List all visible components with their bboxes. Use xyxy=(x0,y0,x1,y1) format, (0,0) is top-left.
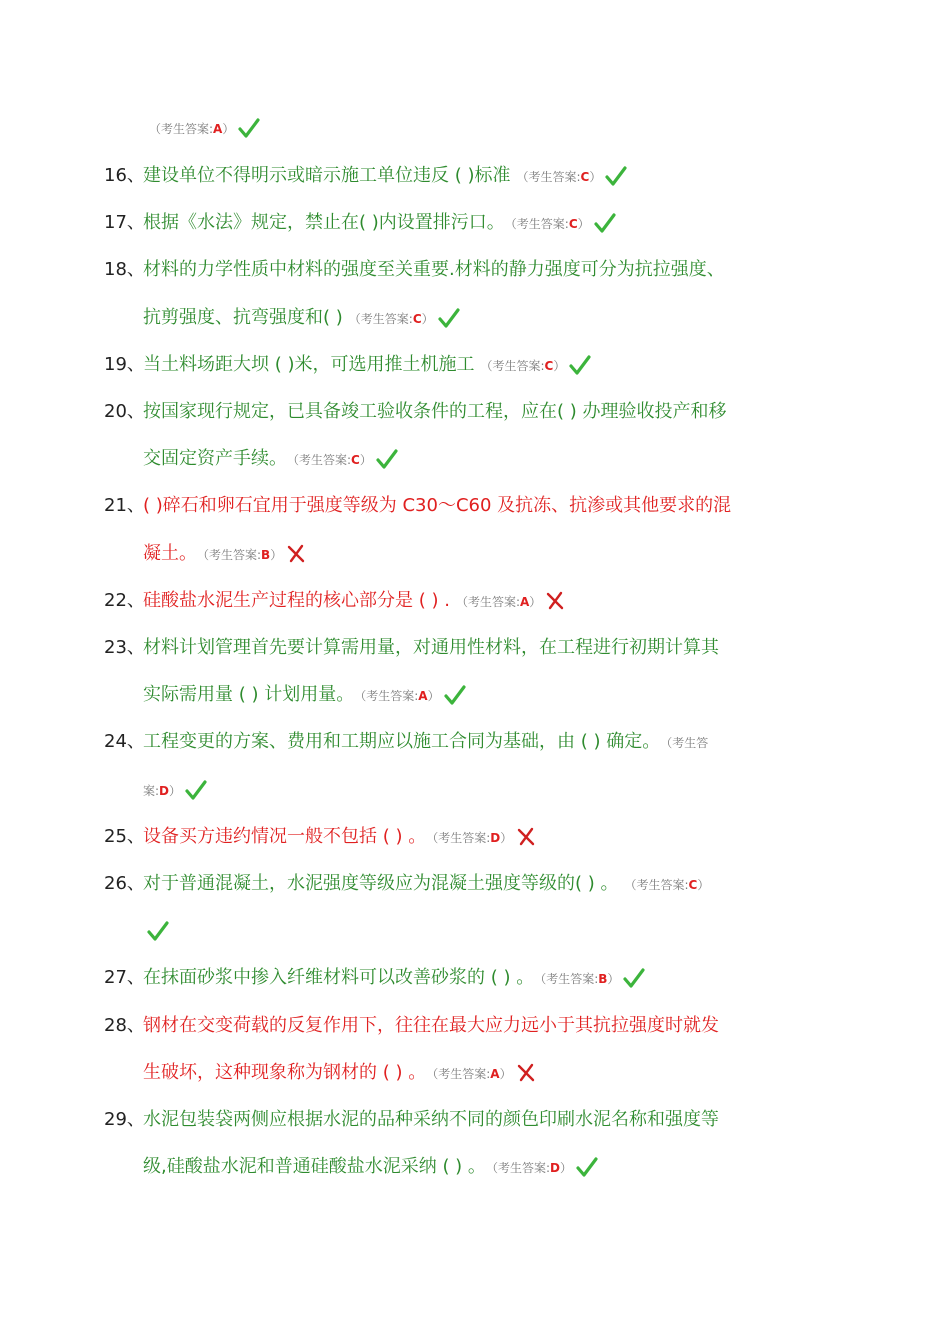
question-text: 钢材在交变荷载的反复作用下，往往在最大应力远小于其抗拉强度时就发 xyxy=(143,1015,719,1036)
question-number: 26、 xyxy=(104,873,145,894)
question-number: 28、 xyxy=(104,1015,145,1036)
check-icon xyxy=(238,117,260,139)
question-text: 抗剪强度、抗弯强度和( ) （考生答案:C） xyxy=(143,298,460,339)
answer-letter: A xyxy=(490,1067,500,1081)
answer-letter: A xyxy=(213,122,223,136)
question-text: 当土料场距大坝 ( )米，可选用推土机施工 （考生答案:C） xyxy=(143,345,591,386)
cross-icon xyxy=(516,1063,536,1083)
answer-letter: C xyxy=(544,359,554,373)
candidate-answer: （考生答案:A） xyxy=(455,595,542,609)
candidate-answer: （考生答案:C） xyxy=(510,217,590,231)
question-number: 17、 xyxy=(104,212,145,233)
answer-letter: B xyxy=(598,972,608,986)
question-text: ( )碎石和卵石宜用于强度等级为 C30～C60 及抗冻、抗渗或其他要求的混 xyxy=(143,495,732,516)
candidate-answer: （考生答 xyxy=(666,736,709,750)
question-text: 设备买方违约情况一般不包括 ( ) 。 （考生答案:D） xyxy=(143,817,536,858)
question-text: 材料计划管理首先要计算需用量，对通用性材料，在工程进行初期计算其 xyxy=(143,637,719,658)
candidate-answer: （考生答案:A） xyxy=(149,122,235,136)
check-icon xyxy=(444,684,466,706)
check-icon xyxy=(185,779,207,801)
question-text: 对于普通混凝土，水泥强度等级应为混凝土强度等级的( ) 。 （考生答案:C） xyxy=(143,873,710,894)
question-number: 16、 xyxy=(104,165,145,186)
question-text: 建设单位不得明示或暗示施工单位违反 ( )标准 （考生答案:C） xyxy=(143,156,627,197)
question-number: 24、 xyxy=(104,731,145,752)
candidate-answer: （考生答案:C） xyxy=(630,878,710,892)
check-icon xyxy=(438,307,460,329)
answer-letter: C xyxy=(351,453,360,467)
check-icon xyxy=(376,448,398,470)
answer-cont xyxy=(143,911,169,951)
cross-icon xyxy=(286,544,306,564)
question-text: 工程变更的方案、费用和工期应以施工合同为基础，由 ( ) 确定。 （考生答 xyxy=(143,731,709,752)
question-text: 级,硅酸盐水泥和普通硅酸盐水泥采纳 ( ) 。 （考生答案:D） xyxy=(143,1147,598,1188)
question-text: 交固定资产手续。 （考生答案:C） xyxy=(143,439,398,480)
candidate-answer: （考生答案:C） xyxy=(480,359,566,373)
question-text: 按国家现行规定，已具备竣工验收条件的工程，应在( ) 办理验收投产和移 xyxy=(143,401,727,422)
question-text: 实际需用量 ( ) 计划用量。 （考生答案:A） xyxy=(143,675,466,716)
candidate-answer: （考生答案:D） xyxy=(432,831,513,845)
answer-cont: 案:D） xyxy=(143,770,207,811)
question-text: 材料的力学性质中材料的强度至关重要.材料的静力强度可分为抗拉强度、 xyxy=(143,259,725,280)
question-text: 根据《水法》规定，禁止在( )内设置排污口。 （考生答案:C） xyxy=(143,203,616,244)
answer-letter: C xyxy=(580,170,590,184)
check-icon xyxy=(576,1156,598,1178)
candidate-answer: （考生答案:B） xyxy=(540,972,620,986)
question-number: 22、 xyxy=(104,590,145,611)
cross-icon xyxy=(545,591,565,611)
candidate-answer: （考生答案:A） xyxy=(360,689,440,703)
check-icon xyxy=(623,967,645,989)
check-icon xyxy=(594,212,616,234)
check-icon xyxy=(569,354,591,376)
candidate-answer: （考生答案:D） xyxy=(491,1161,572,1175)
candidate-answer: （考生答案:B） xyxy=(203,548,283,562)
question-number: 21、 xyxy=(104,495,145,516)
answer-letter: C xyxy=(568,217,578,231)
check-icon xyxy=(605,165,627,187)
answer-letter: D xyxy=(490,831,501,845)
question-text: 水泥包装袋两侧应根据水泥的品种采纳不同的颜色印刷水泥名称和强度等 xyxy=(143,1109,719,1130)
question-text: 硅酸盐水泥生产过程的核心部分是 ( ) . （考生答案:A） xyxy=(143,581,565,622)
question-number: 25、 xyxy=(104,826,145,847)
question-text: 在抹面砂浆中掺入纤维材料可以改善砂浆的 ( ) 。 （考生答案:B） xyxy=(143,958,645,999)
answer-letter: A xyxy=(418,689,428,703)
candidate-answer: （考生答案:A） xyxy=(432,1067,512,1081)
candidate-answer: （考生答案:C） xyxy=(293,453,372,467)
answer-letter: B xyxy=(261,548,271,562)
question-number: 18、 xyxy=(104,259,145,280)
question-text: 凝土。 （考生答案:B） xyxy=(143,534,306,575)
question-number: 20、 xyxy=(104,401,145,422)
question-number: 29、 xyxy=(104,1109,145,1130)
cross-icon xyxy=(516,827,536,847)
question-number: 23、 xyxy=(104,637,145,658)
question-text: 生破坏，这种现象称为钢材的 ( ) 。 （考生答案:A） xyxy=(143,1053,536,1094)
answer-letter: A xyxy=(519,595,530,609)
answer-letter: C xyxy=(412,312,422,326)
answer-cont xyxy=(143,108,260,149)
question-number: 19、 xyxy=(104,354,145,375)
candidate-answer: （考生答案:C） xyxy=(516,170,602,184)
answer-letter: D xyxy=(549,1161,560,1175)
question-number: 27、 xyxy=(104,967,145,988)
candidate-answer: （考生答案:C） xyxy=(348,312,434,326)
check-icon xyxy=(147,920,169,942)
